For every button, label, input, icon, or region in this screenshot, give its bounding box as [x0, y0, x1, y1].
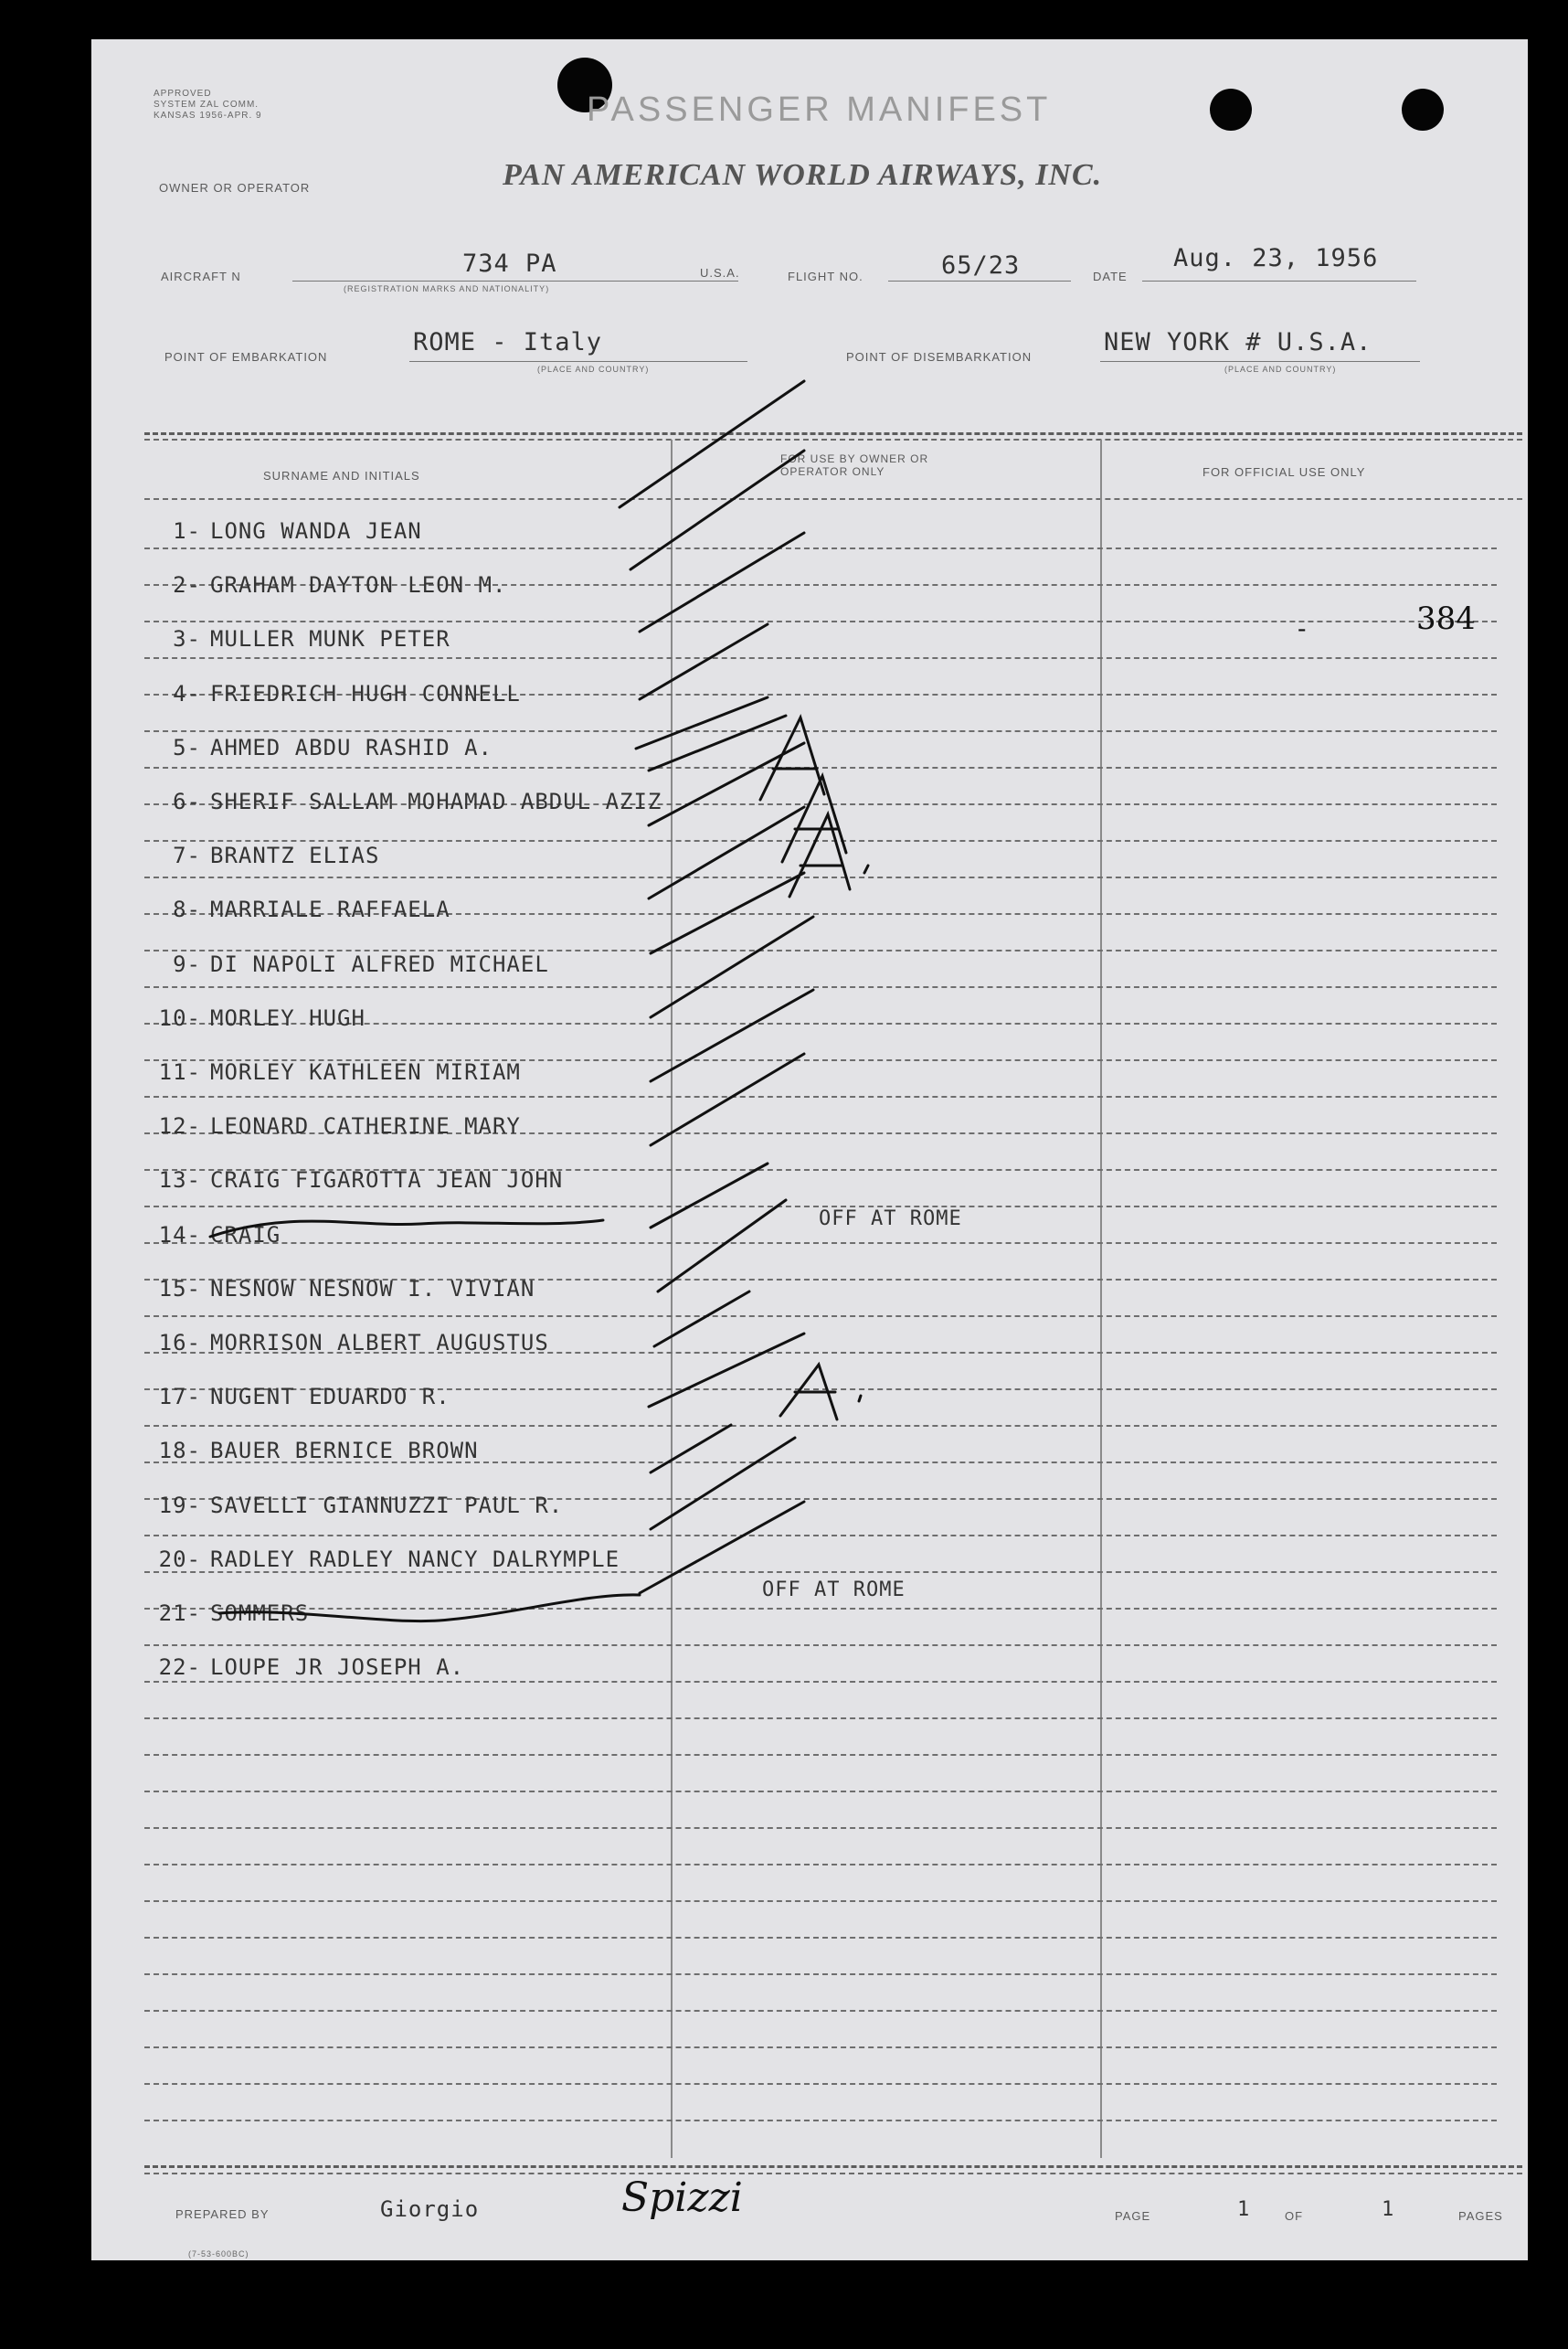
footer-rule-1: [144, 2165, 1522, 2168]
passenger-name: DI NAPOLI ALFRED MICHAEL: [210, 951, 549, 977]
passenger-name: BAUER BERNICE BROWN: [210, 1438, 479, 1463]
passenger-name: MULLER MUNK PETER: [210, 626, 450, 652]
passenger-name: RADLEY RADLEY NANCY DALRYMPLE: [210, 1547, 620, 1572]
hand-mark-a-3: [736, 690, 737, 691]
passenger-number: 6-: [173, 789, 201, 814]
passenger-name: MORLEY HUGH: [210, 1005, 366, 1031]
passenger-number: 12-: [158, 1113, 201, 1139]
passenger-name: NUGENT EDUARDO R.: [210, 1384, 450, 1409]
manifest-sheet: [91, 39, 1528, 2260]
passenger-name: MORLEY KATHLEEN MIRIAM: [210, 1059, 521, 1085]
aircraft-value: 734 PA: [462, 250, 557, 278]
official-count: 384: [1416, 601, 1476, 637]
hand-mark-a-4: [736, 710, 737, 711]
aircraft-sublabel: (REGISTRATION MARKS AND NATIONALITY): [344, 284, 550, 293]
embarkation-sublabel: (PLACE AND COUNTRY): [537, 365, 650, 374]
disembarkation-sublabel: (PLACE AND COUNTRY): [1224, 365, 1337, 374]
embarkation-label: POINT OF EMBARKATION: [164, 350, 328, 364]
passenger-number: 13-: [158, 1167, 201, 1193]
passenger-name: LEONARD CATHERINE MARY: [210, 1113, 521, 1139]
company-name: PAN AMERICAN WORLD AIRWAYS, INC.: [503, 158, 1103, 192]
passenger-name: AHMED ABDU RASHID A.: [210, 735, 493, 760]
passenger-number: 14-: [158, 1222, 201, 1248]
disembarkation-label: POINT OF DISEMBARKATION: [846, 350, 1033, 364]
footer-rule-2: [144, 2173, 1522, 2174]
manifest-title: PASSENGER MANIFEST: [587, 90, 1052, 129]
passenger-number: 18-: [158, 1438, 201, 1463]
page-number: 1: [1237, 2198, 1251, 2221]
owner-note-row-14: OFF AT ROME: [819, 1207, 962, 1230]
stamp-line-3: KANSAS 1956-APR. 9: [154, 111, 262, 121]
passenger-number: 22-: [158, 1654, 201, 1680]
passenger-name: MORRISON ALBERT AUGUSTUS: [210, 1330, 549, 1355]
pen-marks: [91, 39, 1528, 2260]
flight-value: 65/23: [941, 251, 1021, 280]
passenger-name: LONG WANDA JEAN: [210, 518, 422, 544]
date-value: Aug. 23, 1956: [1173, 244, 1379, 272]
prepared-by-value: Giorgio: [380, 2196, 480, 2222]
official-dash: -: [1298, 613, 1307, 643]
passenger-name: MARRIALE RAFFAELA: [210, 897, 450, 922]
passenger-number: 2-: [173, 572, 201, 598]
owner-label: OWNER OR OPERATOR: [159, 181, 311, 195]
passenger-name: BRANTZ ELIAS: [210, 843, 380, 868]
aircraft-country: U.S.A.: [700, 266, 740, 280]
passenger-name: CRAIG FIGAROTTA JEAN JOHN: [210, 1167, 564, 1193]
passenger-number: 4-: [173, 681, 201, 707]
strike-scribbles: [210, 1220, 640, 1621]
owner-note-row-21: OFF AT ROME: [762, 1578, 906, 1601]
column-header-names: SURNAME AND INITIALS: [263, 469, 420, 483]
passenger-number: 11-: [158, 1059, 201, 1085]
disembarkation-value: NEW YORK # U.S.A.: [1104, 328, 1372, 356]
passenger-name: NESNOW NESNOW I. VIVIAN: [210, 1276, 535, 1302]
embarkation-value: ROME - Italy: [413, 328, 603, 356]
passenger-number: 5-: [173, 735, 201, 760]
passenger-number: 17-: [158, 1384, 201, 1409]
aircraft-label: AIRCRAFT N: [161, 270, 241, 283]
stamp-line-1: APPROVED: [154, 89, 212, 99]
passenger-name: GRAHAM DAYTON LEON M.: [210, 572, 507, 598]
signature: Spizzi: [621, 2174, 743, 2221]
passenger-number: 3-: [173, 626, 201, 652]
passenger-name: SAVELLI GIANNUZZI PAUL R.: [210, 1493, 564, 1518]
passenger-number: 9-: [173, 951, 201, 977]
passenger-number: 15-: [158, 1276, 201, 1302]
hand-mark-a-1: [736, 650, 737, 651]
passenger-number: 10-: [158, 1005, 201, 1031]
passenger-number: 16-: [158, 1330, 201, 1355]
passenger-number: 8-: [173, 897, 201, 922]
passenger-number: 7-: [173, 843, 201, 868]
passenger-number: 1-: [173, 518, 201, 544]
prepared-by-label: PREPARED BY: [175, 2207, 270, 2221]
passenger-number: 20-: [158, 1547, 201, 1572]
column-header-official: FOR OFFICIAL USE ONLY: [1202, 465, 1366, 479]
hand-mark-a-2: [736, 670, 737, 671]
date-label: DATE: [1093, 270, 1128, 283]
form-code: (7-53-600BC): [188, 2249, 249, 2259]
passenger-name: FRIEDRICH HUGH CONNELL: [210, 681, 521, 707]
pages-label: PAGES: [1458, 2209, 1503, 2223]
passenger-name: SHERIF SALLAM MOHAMAD ABDUL AZIZ: [210, 789, 662, 814]
passenger-number: 21-: [158, 1600, 201, 1626]
page-total: 1: [1382, 2198, 1395, 2221]
passenger-name: LOUPE JR JOSEPH A.: [210, 1654, 465, 1680]
page-label: PAGE: [1115, 2209, 1151, 2223]
column-header-owner: FOR USE BY OWNER OR OPERATOR ONLY: [780, 452, 929, 478]
page-of-label: OF: [1285, 2209, 1304, 2223]
passenger-name: CRAIG: [210, 1222, 281, 1248]
passenger-number: 19-: [158, 1493, 201, 1518]
flight-label: FLIGHT NO.: [788, 270, 863, 283]
stamp-line-2: SYSTEM ZAL COMM.: [154, 100, 260, 110]
passenger-name: SOMMERS: [210, 1600, 310, 1626]
